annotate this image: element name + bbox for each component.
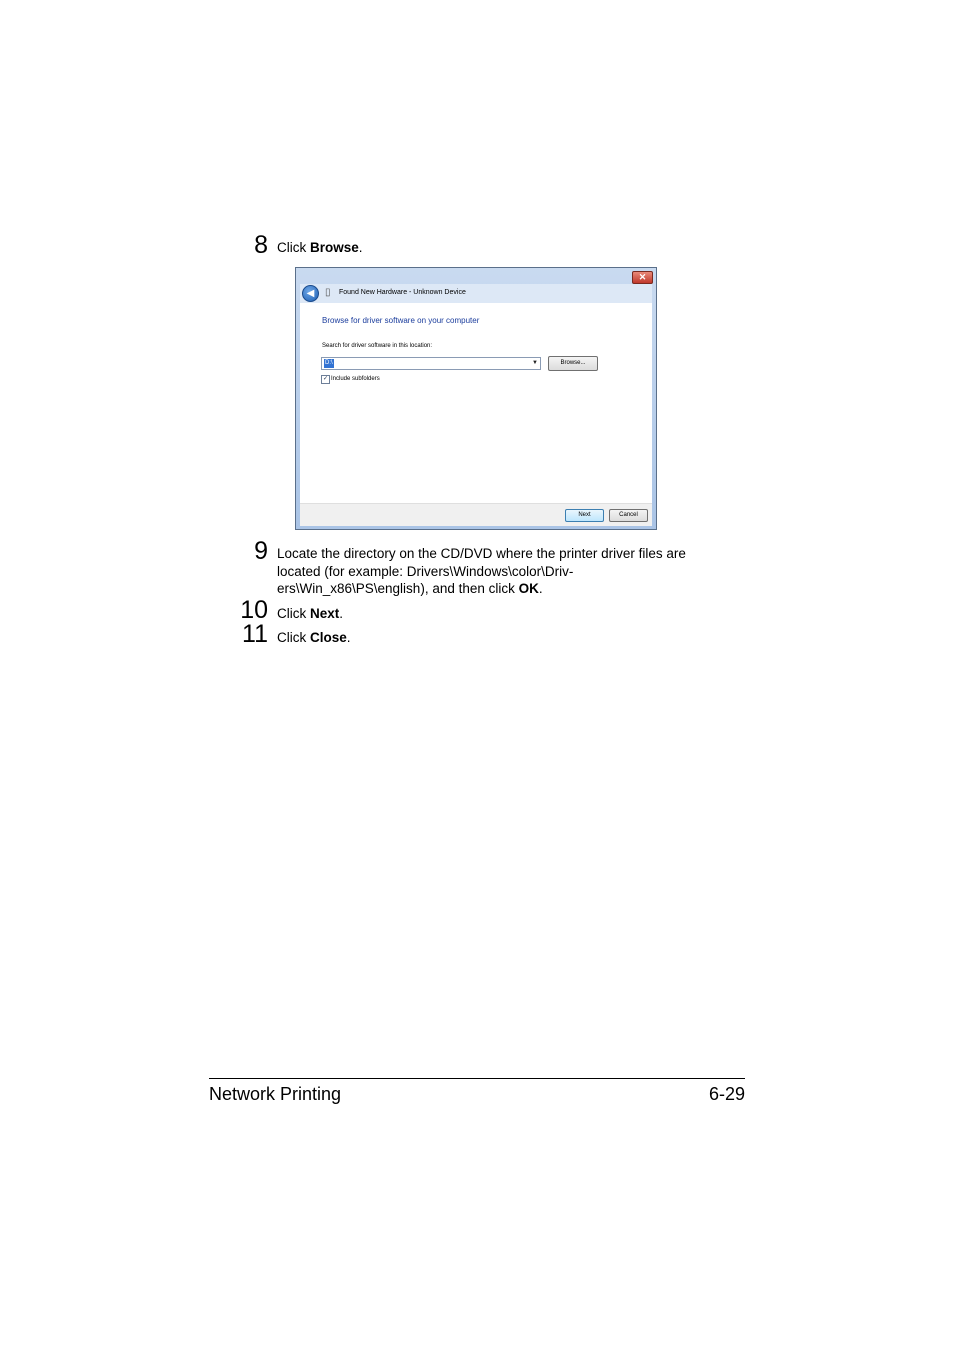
footer-rule <box>209 1078 745 1079</box>
step-text-11 <box>277 629 727 647</box>
step-number-8: 8 <box>254 231 268 259</box>
dialog-titlebar <box>300 284 652 303</box>
step-9-line-1: Locate the directory on the CD/DVD where the printer driver files are <box>277 546 686 561</box>
checkmark-icon: ✓ <box>322 376 329 382</box>
location-value: D:\ <box>325 360 333 366</box>
browse-button[interactable]: Browse... <box>548 356 598 371</box>
next-button[interactable]: Next <box>565 509 604 522</box>
location-combobox[interactable] <box>321 357 541 370</box>
step-11-suffix: . <box>346 630 351 645</box>
step-10-prefix: Click <box>277 606 310 621</box>
found-new-hardware-dialog <box>295 267 657 530</box>
hardware-icon: ▯ <box>325 287 331 298</box>
step-10-suffix: . <box>339 606 344 621</box>
step-11-bold: Close <box>310 630 347 645</box>
step-number-9: 9 <box>254 537 268 565</box>
step-9-line-3 <box>277 580 727 598</box>
include-subfolders-checkbox[interactable] <box>321 375 330 384</box>
step-8-bold: Browse <box>310 240 359 255</box>
step-11-prefix: Click <box>277 630 310 645</box>
back-button[interactable] <box>302 285 319 302</box>
step-9-line-2: located (for example: Drivers\Windows\color\Driv- <box>277 563 574 579</box>
cancel-button[interactable]: Cancel <box>609 509 648 522</box>
step-8-suffix: . <box>358 240 363 255</box>
step-text-9 <box>277 545 727 598</box>
step-number-11: 11 <box>242 620 268 648</box>
step-text-8 <box>277 239 727 257</box>
dialog-footer <box>300 503 652 526</box>
footer-page-number: 6-29 <box>708 1084 745 1104</box>
step-9-line-3-prefix: ers\Win_x86\PS\english), and then click <box>277 581 519 596</box>
close-icon: ✕ <box>638 272 647 282</box>
dialog-heading: Browse for driver software on your computer <box>322 316 480 325</box>
location-label: Search for driver software in this location: <box>322 343 433 349</box>
step-text-10 <box>277 605 727 623</box>
step-9-bold: OK <box>518 581 539 596</box>
step-10-bold: Next <box>310 606 340 621</box>
chevron-down-icon[interactable]: ▼ <box>532 360 538 366</box>
close-button[interactable] <box>632 271 653 284</box>
include-subfolders-label[interactable]: Include subfolders <box>331 376 380 382</box>
step-8-prefix: Click <box>277 240 310 255</box>
step-9-suffix: . <box>538 581 543 596</box>
back-arrow-icon: ◀ <box>306 288 315 299</box>
footer-section-title: Network Printing <box>209 1084 342 1104</box>
dialog-title: Found New Hardware - Unknown Device <box>339 289 466 296</box>
dialog-content <box>300 303 652 503</box>
step-number-10: 10 <box>240 596 268 624</box>
